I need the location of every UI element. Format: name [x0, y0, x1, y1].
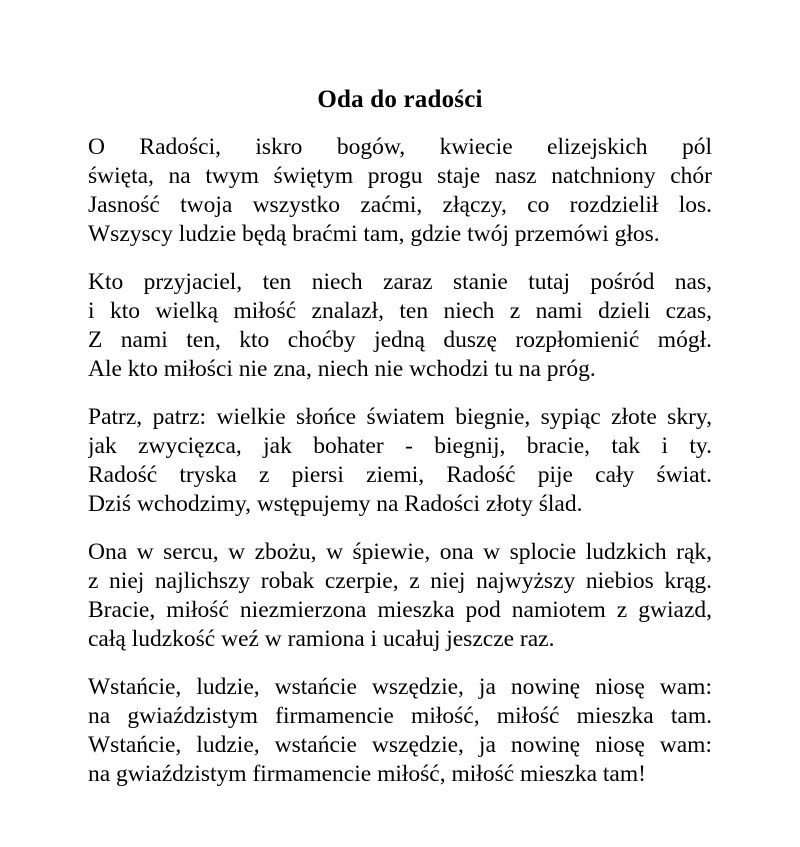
stanza-4	[88, 538, 712, 654]
poem-line: Kto przyjaciel, ten niech zaraz stanie tutaj pośród nas,	[88, 269, 712, 295]
poem-line: na gwiaździstym firmamencie miłość, miłość mieszka tam!	[88, 761, 646, 787]
poem-line: i kto wielką miłość znalazł, ten niech z nami dzieli czas,	[88, 298, 712, 324]
poem-line: Jasność twoja wszystko zaćmi, złączy, co rozdzielił los.	[88, 192, 712, 218]
poem-line: z niej najlichszy robak czerpie, z niej najwyższy niebios krąg.	[88, 568, 712, 594]
poem-line: Ona w sercu, w zbożu, w śpiewie, ona w splocie ludzkich rąk,	[88, 539, 712, 565]
poem-line: Wszyscy ludzie będą braćmi tam, gdzie twój przemówi głos.	[88, 221, 660, 247]
poem-line: święta, na twym świętym progu staje nasz natchniony chór	[88, 163, 712, 189]
poem-line: Patrz, patrz: wielkie słońce światem biegnie, sypiąc złote skry,	[88, 404, 712, 430]
poem-line: O Radości, iskro bogów, kwiecie elizejskich pól	[88, 134, 712, 160]
poem-title: Oda do radości	[317, 86, 483, 113]
stanza-3	[88, 403, 712, 519]
poem-line: Wstańcie, ludzie, wstańcie wszędzie, ja nowinę niosę wam:	[88, 732, 712, 758]
poem-line: Dziś wchodzimy, wstępujemy na Radości złoty ślad.	[88, 491, 583, 517]
stanza-1	[88, 133, 712, 249]
poem-line: Wstańcie, ludzie, wstańcie wszędzie, ja nowinę niosę wam:	[88, 674, 712, 700]
poem-line: Z nami ten, kto choćby jedną duszę rozpłomienić mógł.	[88, 327, 712, 353]
poem-line: Ale kto miłości nie zna, niech nie wchodzi tu na próg.	[88, 356, 596, 382]
stanza-2	[88, 268, 712, 384]
poem-line: jak zwycięzca, jak bohater - biegnij, bracie, tak i ty.	[88, 433, 712, 459]
poem-line: całą ludzkość weź w ramiona i ucałuj jeszcze raz.	[88, 626, 555, 652]
poem-line: na gwiaździstym firmamencie miłość, miłość mieszka tam.	[88, 703, 712, 729]
poem-line: Bracie, miłość niezmierzona mieszka pod namiotem z gwiazd,	[88, 597, 712, 623]
poem-line: Radość tryska z piersi ziemi, Radość pije cały świat.	[88, 462, 712, 488]
stanza-5	[88, 673, 712, 789]
